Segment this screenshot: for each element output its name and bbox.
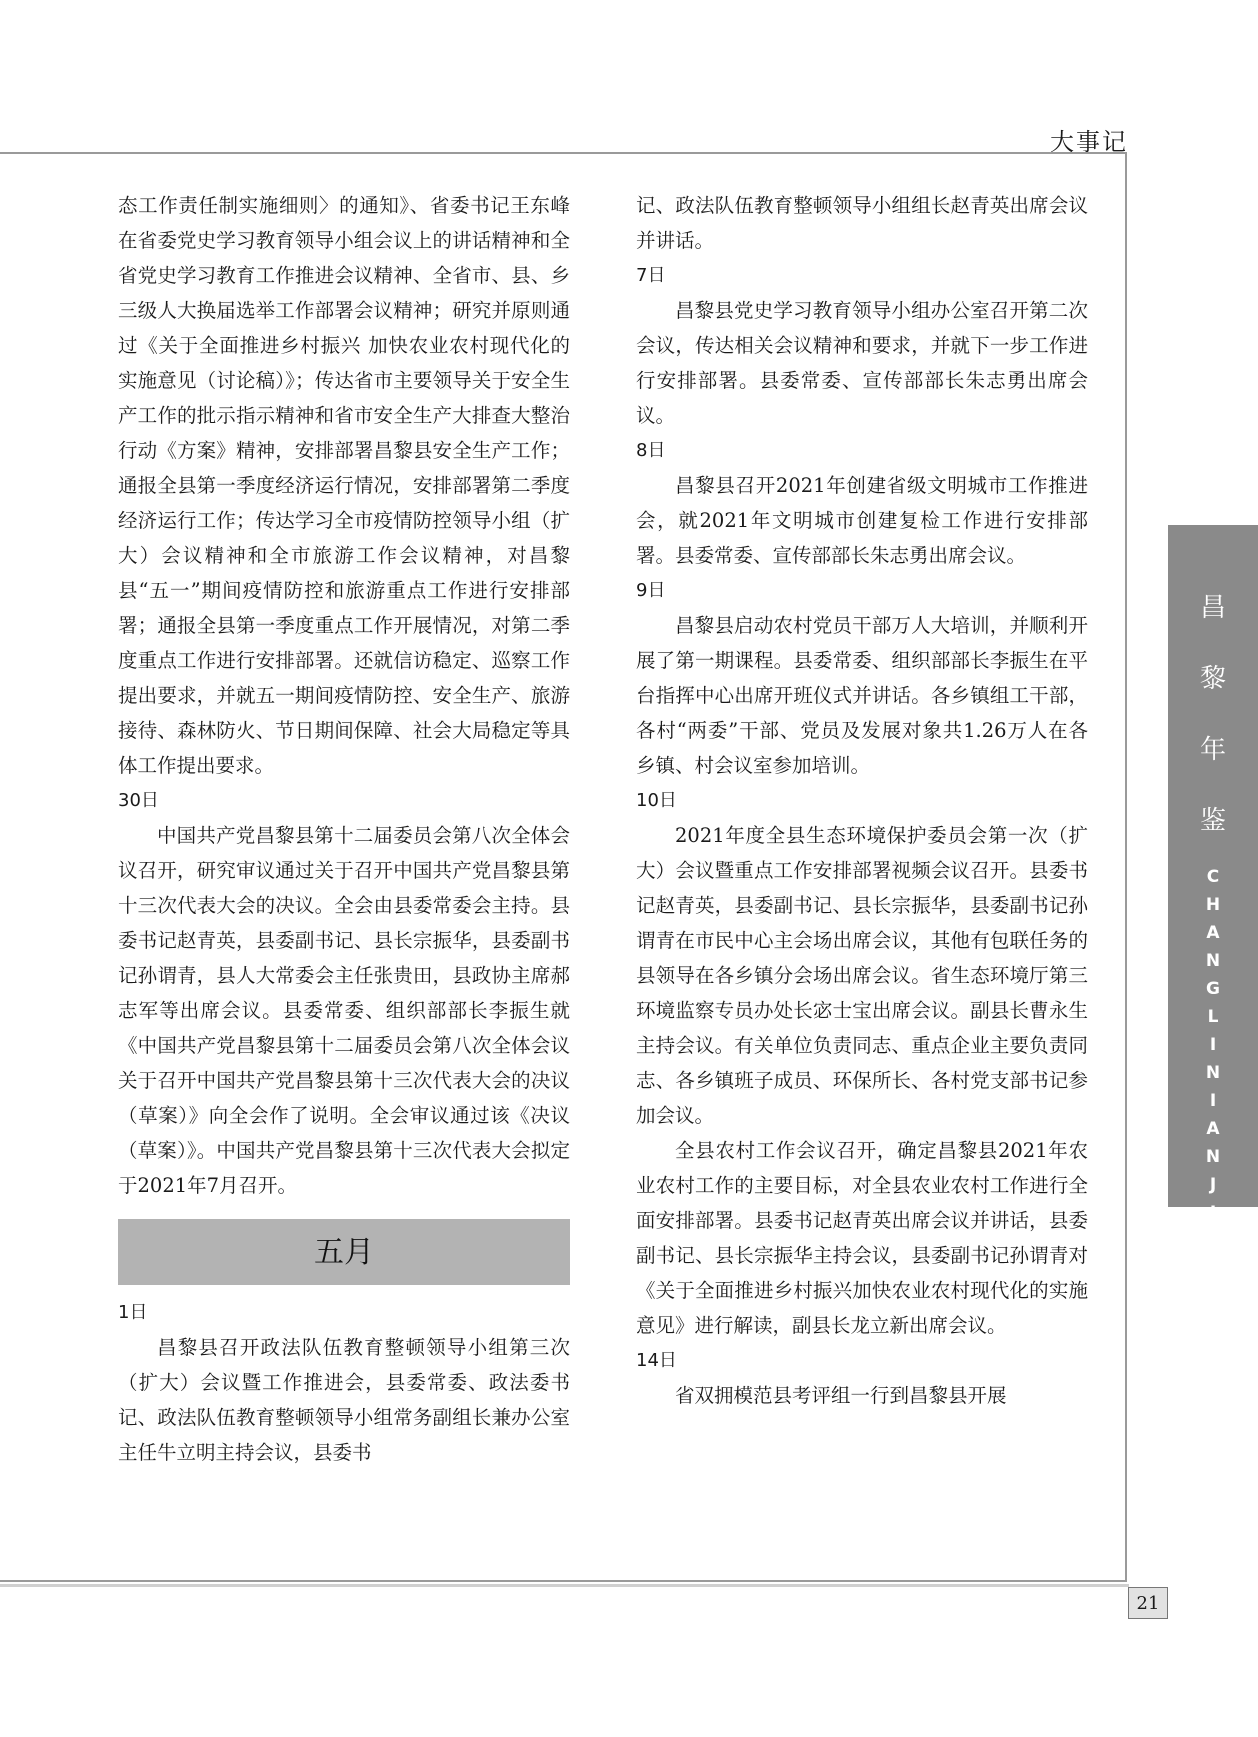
date-label: 7日 bbox=[636, 265, 666, 286]
entry-paragraph: 昌黎县启动农村党员干部万人大培训，并顺利开展了第一期课程。县委常委、组织部部长李振生在平台指挥中心出席开班仪式并讲话。各乡镇组工干部，各村“两委”干部、党员及发展对象共1.26万人在各乡镇、村会议室参加培训。 bbox=[636, 614, 1088, 777]
date-label: 8日 bbox=[636, 440, 666, 461]
date-label: 9日 bbox=[636, 580, 666, 601]
entry-paragraph: 昌黎县召开政法队伍教育整顿领导小组第三次（扩大）会议暨工作推进会，县委常委、政法委书记、政法队伍教育整顿领导小组常务副组长兼办公室主任牛立明主持会议，县委书 bbox=[118, 1336, 570, 1464]
yearbook-side-tab bbox=[1168, 525, 1258, 1287]
entry-paragraph: 中国共产党昌黎县第十二届委员会第八次全体会议召开，研究审议通过关于召开中国共产党昌黎县第十三次代表大会的决议。全会由县委常委会主持。县委书记赵青英，县委副书记、县长宗振华，县委副书记孙谓青，县人大常委会主任张贵田，县政协主席郝志军等出席会议。县委常委、组织部部长李振生就《中国共产党昌黎县第十二届委员会第八次全体会议关于召开中国共产党昌黎县第十三次代表大会的决议（草案）》向全会作了说明。全会审议通过该《决议（草案）》。中国共产党昌黎县第十三次代表大会拟定于2021年7月召开。 bbox=[118, 824, 570, 1197]
side-tab-title bbox=[1200, 587, 1226, 837]
continued-paragraph: 记、政法队伍教育整顿领导小组组长赵青英出席会议并讲话。 bbox=[636, 194, 1088, 252]
continued-paragraph: 态工作责任制实施细则〉的通知》、省委书记王东峰在省委党史学习教育领导小组会议上的讲话精神和全省党史学习教育工作推进会议精神、全省市、县、乡三级人大换届选举工作部署会议精神；研究并原则通过《关于全面推进乡村振兴 加快农业农村现代化的实施意见（讨论稿）》；传达省市主要领导关于安全生产工作的批示指示精神和省市安全生产大排查大整治行动《方案》精神，安排部署昌黎县安全生产工作；通报全县第一季度经济运行情况，安排部署第二季度经济运行工作；传达学习全市疫情防控领导小组（扩大）会议精神和全市旅游工作会议精神，对昌黎县“五一”期间疫情防控和旅游重点工作进行安排部署；通报全县第一季度重点工作开展情况，对第二季度重点工作进行安排部署。还就信访稳定、巡察工作提出要求，并就五一期间疫情防控、安全生产、旅游接待、森林防火、节日期间保障、社会大局稳定等具体工作提出要求。 bbox=[118, 194, 570, 777]
side-tab-char: 鉴 bbox=[1199, 806, 1226, 836]
entry-paragraph: 省双拥模范县考评组一行到昌黎县开展 bbox=[675, 1384, 1007, 1407]
month-heading: 五月 bbox=[118, 1219, 570, 1285]
entry-paragraph: 昌黎县党史学习教育领导小组办公室召开第二次会议，传达相关会议精神和要求，并就下一步工作进行安排部署。县委常委、宣传部部长朱志勇出席会议。 bbox=[636, 299, 1088, 427]
date-label: 30日 bbox=[118, 790, 159, 811]
side-tab-char: 黎 bbox=[1199, 664, 1226, 694]
side-tab-english: CHANGLINIANJIAN bbox=[1203, 867, 1223, 1287]
side-tab-char: 年 bbox=[1199, 735, 1226, 765]
page-frame-shadow bbox=[0, 1584, 1129, 1587]
right-column bbox=[636, 188, 1088, 1413]
entry-paragraph: 全县农村工作会议召开，确定昌黎县2021年农业农村工作的主要目标，对全县农业农村工作进行全面安排部署。县委书记赵青英出席会议并讲话，县委副书记、县长宗振华主持会议，县委副书记孙谓青对《关于全面推进乡村振兴加快农业农村现代化的实施意见》进行解读，副县长龙立新出席会议。 bbox=[636, 1139, 1088, 1337]
side-tab-char: 昌 bbox=[1199, 593, 1226, 623]
date-label: 10日 bbox=[636, 790, 677, 811]
page-number: 21 bbox=[1128, 1587, 1168, 1619]
date-label: 1日 bbox=[118, 1302, 148, 1323]
left-column bbox=[118, 188, 570, 1470]
date-label: 14日 bbox=[636, 1350, 677, 1371]
entry-paragraph: 昌黎县召开2021年创建省级文明城市工作推进会，就2021年文明城市创建复检工作进行安排部署。县委常委、宣传部部长朱志勇出席会议。 bbox=[636, 474, 1088, 567]
section-title: 大事记 bbox=[1050, 128, 1128, 156]
entry-paragraph: 2021年度全县生态环境保护委员会第一次（扩大）会议暨重点工作安排部署视频会议召开。县委书记赵青英，县委副书记、县长宗振华，县委副书记孙谓青在市民中心主会场出席会议，其他有包联任务的县领导在各乡镇分会场出席会议。省生态环境厅第三环境监察专员办处长宓士宝出席会议。副县长曹永生主持会议。有关单位负责同志、重点企业主要负责同志、各乡镇班子成员、环保所长、各村党支部书记参加会议。 bbox=[636, 824, 1088, 1127]
